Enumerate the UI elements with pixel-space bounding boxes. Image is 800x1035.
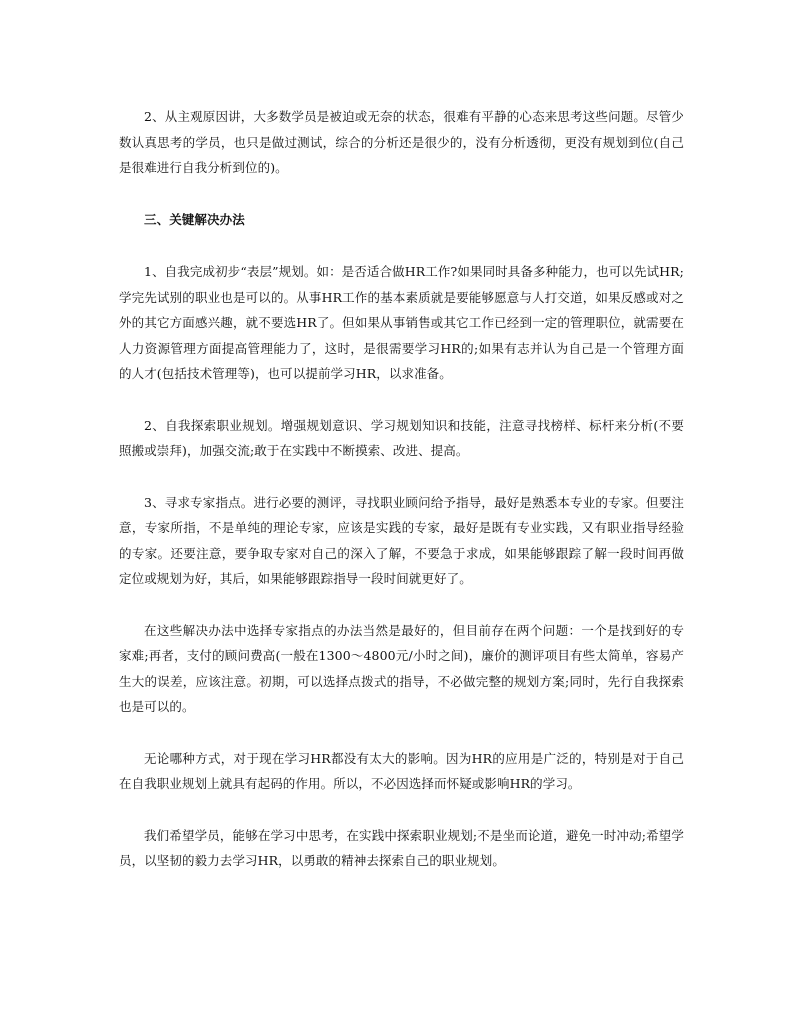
paragraph-self-planning: 1、自我完成初步“表层”规划。如：是否适合做HR工作?如果同时具备多种能力，也可以先试HR;学完先试别的职业也是可以的。从事HR工作的基本素质就是要能够愿意与人打交道，如果反感或对之外的其它方面感兴趣，就不要选HR了。但如果从事销售或其它工作已经到一定的管理职位，就需要在人力资源管理方面提高管理能力了，这时，是很需要学习HR的;如果有志并认为自己是一个管理方面的人才(包括技术管理等)，也可以提前学习HR，以求准备。	[119, 264, 684, 381]
paragraph-self-exploration: 2、自我探索职业规划。增强规划意识、学习规划知识和技能，注意寻找榜样、标杆来分析(不要照搬或崇拜)，加强交流;敢于在实践中不断摸索、改进、提高。	[119, 417, 684, 458]
paragraph-expert-guidance: 3、寻求专家指点。进行必要的测评，寻找职业顾问给予指导，最好是熟悉本专业的专家。但要注意，专家所指，不是单纯的理论专家，应该是实践的专家，最好是既有专业实践，又有职业指导经验的专家。还要注意，要争取专家对自己的深入了解，不要急于求成，如果能够跟踪了解一段时间再做定位或规划为好，其后，如果能够跟踪指导一段时间就更好了。	[119, 494, 684, 586]
section-heading-key-solutions: 三、关键解决办法	[144, 211, 245, 227]
paragraph-closing-hope: 我们希望学员，能够在学习中思考，在实践中探索职业规划;不是坐而论道，避免一时冲动;希望学员，以坚韧的毅力去学习HR，以勇敢的精神去探索自己的职业规划。	[119, 827, 684, 868]
document-body	[119, 104, 684, 900]
paragraph-hr-impact: 无论哪种方式，对于现在学习HR都没有太大的影响。因为HR的应用是广泛的，特别是对于自己在自我职业规划上就具有起码的作用。所以，不必因选择而怀疑或影响HR的学习。	[119, 750, 684, 791]
paragraph-subjective-reason: 2、从主观原因讲，大多数学员是被迫或无奈的状态，很难有平静的心态来思考这些问题。尽管少数认真思考的学员，也只是做过测试，综合的分析还是很少的，没有分析透彻，更没有规划到位(自己是很难进行自我分析到位的)。	[119, 109, 684, 175]
paragraph-expert-issues: 在这些解决办法中选择专家指点的办法当然是最好的，但目前存在两个问题：一个是找到好的专家难;再者，支付的顾问费高(一般在1300～4800元/小时之间)，廉价的测评项目有些太简单，容易产生大的误差，应该注意。初期，可以选择点拨式的指导，不必做完整的规划方案;同时，先行自我探索也是可以的。	[119, 622, 684, 714]
